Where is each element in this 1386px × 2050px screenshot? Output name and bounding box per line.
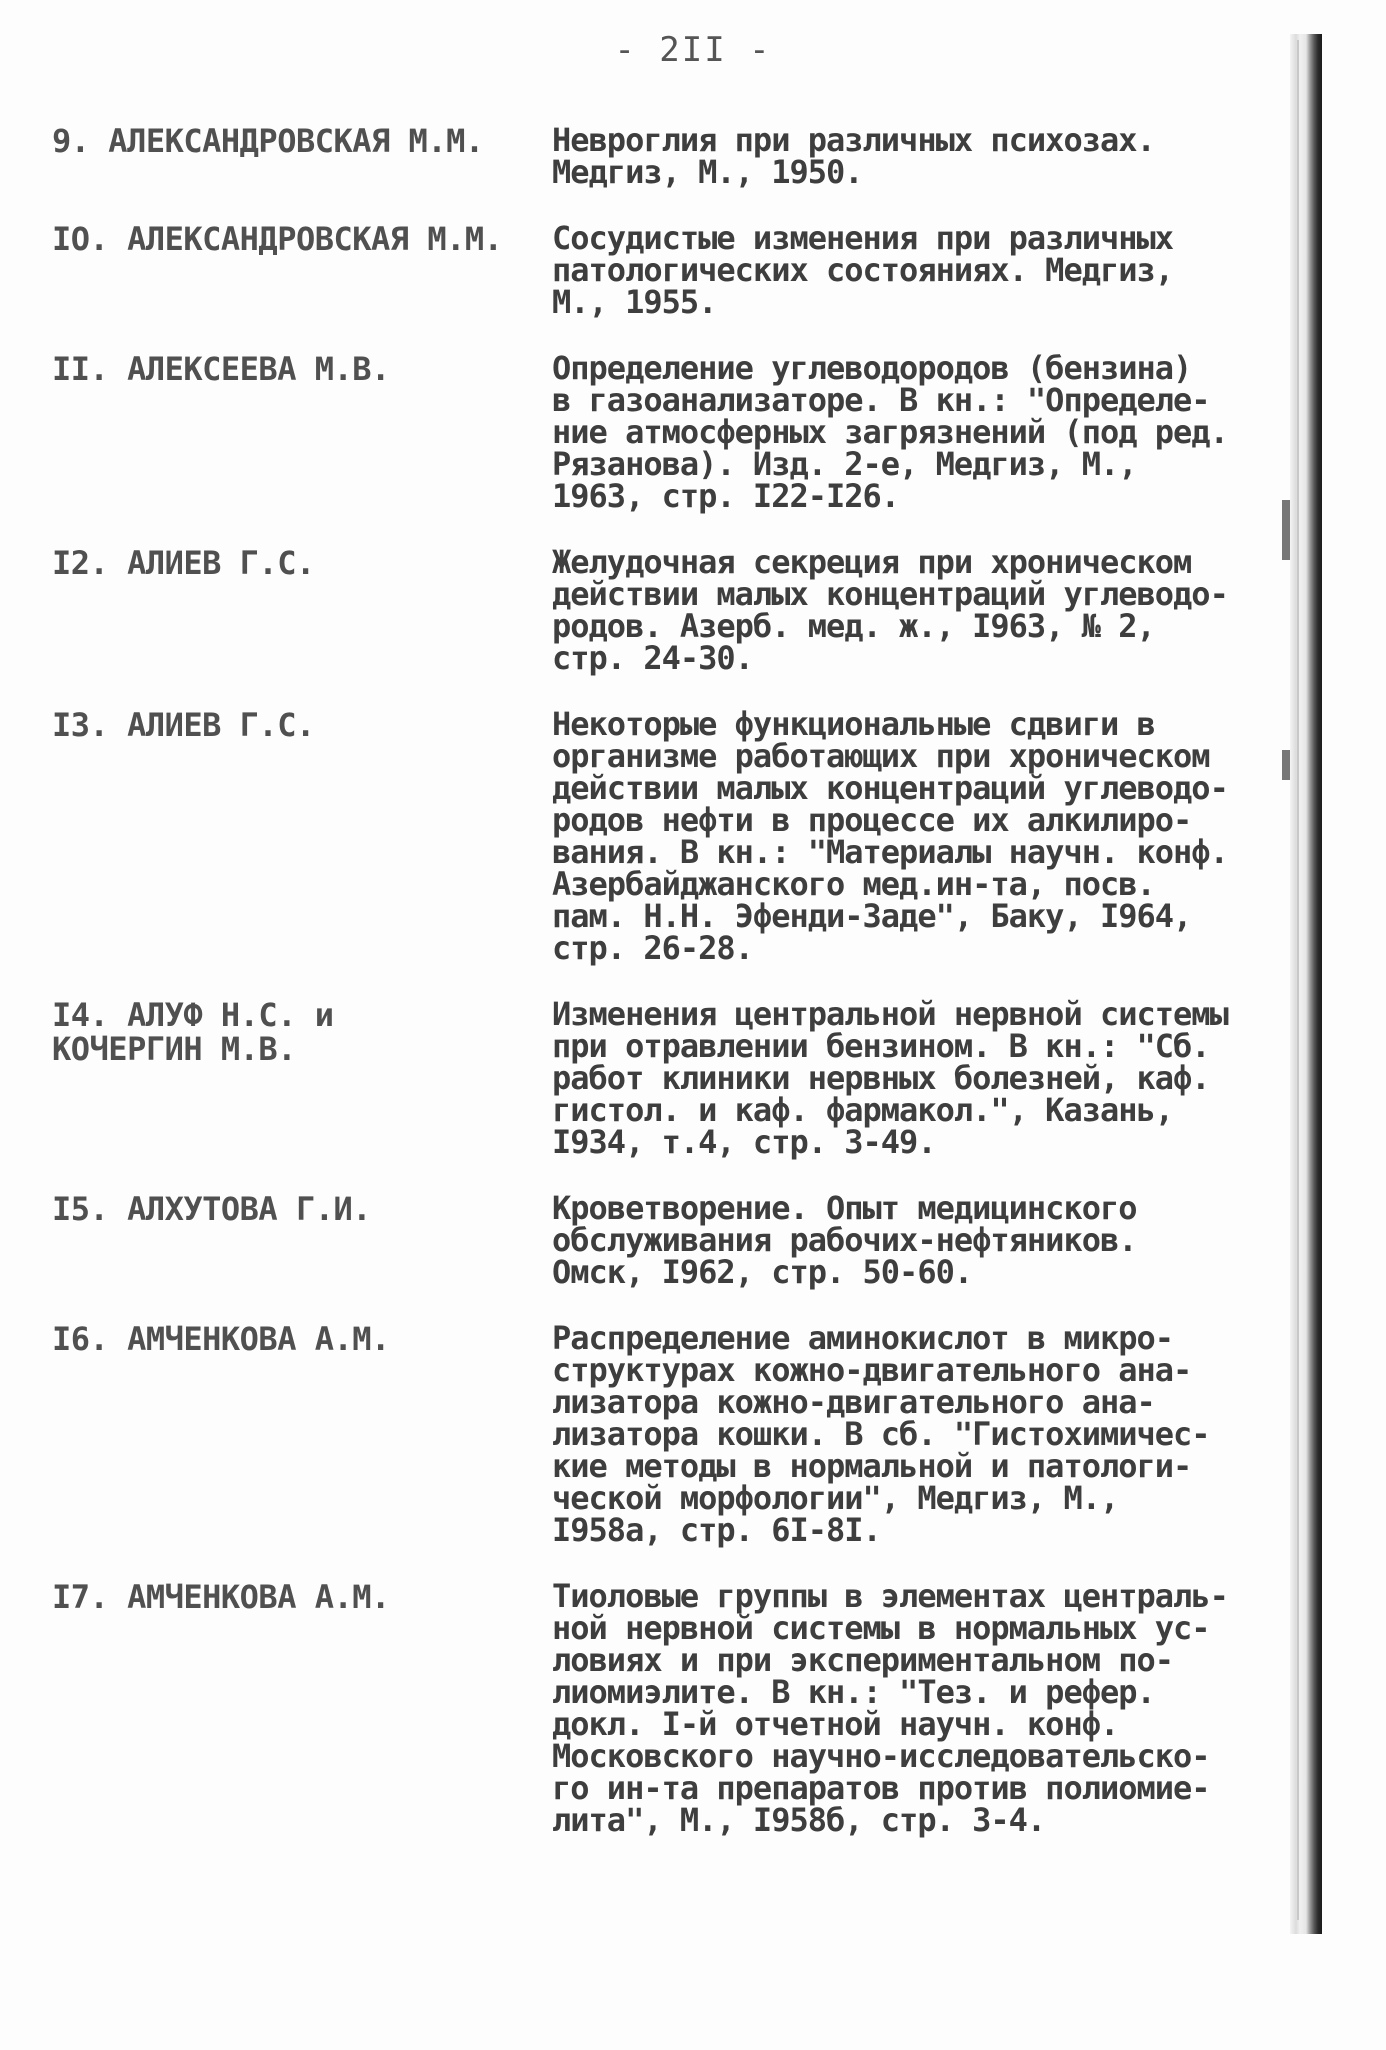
edge-mark [1282, 750, 1290, 780]
edge-mark [1282, 500, 1290, 560]
entry-number: I2. [52, 544, 109, 582]
entry-author-block [52, 124, 552, 158]
bibliography-entry [52, 543, 1272, 677]
entry-reference: Тиоловые группы в элементах централь- ной нервной системы в нормальных ус- ловиях и при экспериментальном по- лиомиэлите. В кн.: "Тез. и рефер. докл. I-й отчетной научн. конф. Московского научно-исследовательско- го ин-та препаратов против полиомие- лита", М., I958б, стр. 3-4. [552, 1577, 1228, 1839]
bibliography-entry [52, 1189, 1272, 1291]
entry-author: АМЧЕНКОВА А.М. [127, 1578, 390, 1616]
entry-reference: Определение углеводородов (бензина) в газоанализаторе. В кн.: "Определе- ние атмосферных загрязнений (под ред. Рязанова). Изд. 2-е, Медгиз, М., 1963, стр. I22-I26. [552, 349, 1228, 515]
page-binding-edge [1290, 34, 1322, 1934]
entry-number: II. [52, 350, 109, 388]
entry-reference: Сосудистые изменения при различных патологических состояниях. Медгиз, М., 1955. [552, 219, 1174, 321]
entry-author-block [52, 352, 552, 386]
entry-author-block [52, 1192, 552, 1226]
entry-author-block [52, 222, 552, 256]
entry-author-block [52, 708, 552, 742]
bibliography-entry [52, 705, 1272, 967]
entry-number: I5. [52, 1190, 109, 1228]
entry-author-block [52, 546, 552, 580]
entry-author-block [52, 1580, 552, 1614]
entry-reference: Желудочная секреция при хроническом действии малых концентраций углеводо- родов. Азерб. мед. ж., I963, № 2, стр. 24-30. [552, 543, 1228, 677]
bibliography-entry [52, 349, 1272, 515]
entry-author: АЛУФ Н.С. и КОЧЕРГИН М.В. [52, 996, 334, 1068]
entry-number: I6. [52, 1320, 109, 1358]
bibliography-entry [52, 121, 1272, 191]
entry-author: АЛИЕВ Г.С. [127, 544, 315, 582]
entry-number: I4. [52, 996, 109, 1034]
entry-author: АМЧЕНКОВА А.М. [127, 1320, 390, 1358]
entry-number: IO. [52, 220, 109, 258]
entry-author: АЛЕКСАНДРОВСКАЯ М.М. [127, 220, 503, 258]
entry-reference: Некоторые функциональные сдвиги в организме работающих при хроническом действии малых концентраций углеводо- родов нефти в процессе их алкилиро- вания. В кн.: "Материалы научн. конф. Азербайджанского мед.ин-та, посв. пам. Н.Н. Эфенди-Заде", Баку, I964, стр. 26-28. [552, 705, 1228, 967]
bibliography-entry [52, 995, 1272, 1161]
entry-author-block [52, 1322, 552, 1356]
entry-author: АЛЕКСЕЕВА М.В. [127, 350, 390, 388]
entry-author: АЛИЕВ Г.С. [127, 706, 315, 744]
bibliography-list [52, 121, 1272, 1870]
page-number: - 2II - [614, 30, 772, 70]
entry-reference: Распределение аминокислот в микро- структурах кожно-двигательного ана- лизатора кожно-двигательного ана- лизатора кошки. В сб. "Гистохимичес- кие методы в нормальной и патологи- ческой морфологии", Медгиз, М., I958а, стр. 6I-8I. [552, 1319, 1210, 1549]
page-edge-line [1297, 40, 1299, 1920]
entry-number: 9. [52, 122, 90, 160]
entry-author: АЛХУТОВА Г.И. [127, 1190, 372, 1228]
entry-reference: Изменения центральной нервной системы при отравлении бензином. В кн.: "Сб. работ клиники нервных болезней, каф. гистол. и каф. фармакол.", Казань, I934, т.4, стр. 3-49. [552, 995, 1228, 1161]
entry-reference: Невроглия при различных психозах. Медгиз, М., 1950. [552, 121, 1155, 191]
entry-number: I3. [52, 706, 109, 744]
entry-author-block [52, 998, 552, 1066]
bibliography-entry [52, 1319, 1272, 1549]
entry-author: АЛЕКСАНДРОВСКАЯ М.М. [108, 122, 484, 160]
entry-number: I7. [52, 1578, 109, 1616]
entry-reference: Кроветворение. Опыт медицинского обслуживания рабочих-нефтяников. Омск, I962, стр. 50-60. [552, 1189, 1137, 1291]
bibliography-entry [52, 1577, 1272, 1839]
bibliography-entry [52, 219, 1272, 321]
